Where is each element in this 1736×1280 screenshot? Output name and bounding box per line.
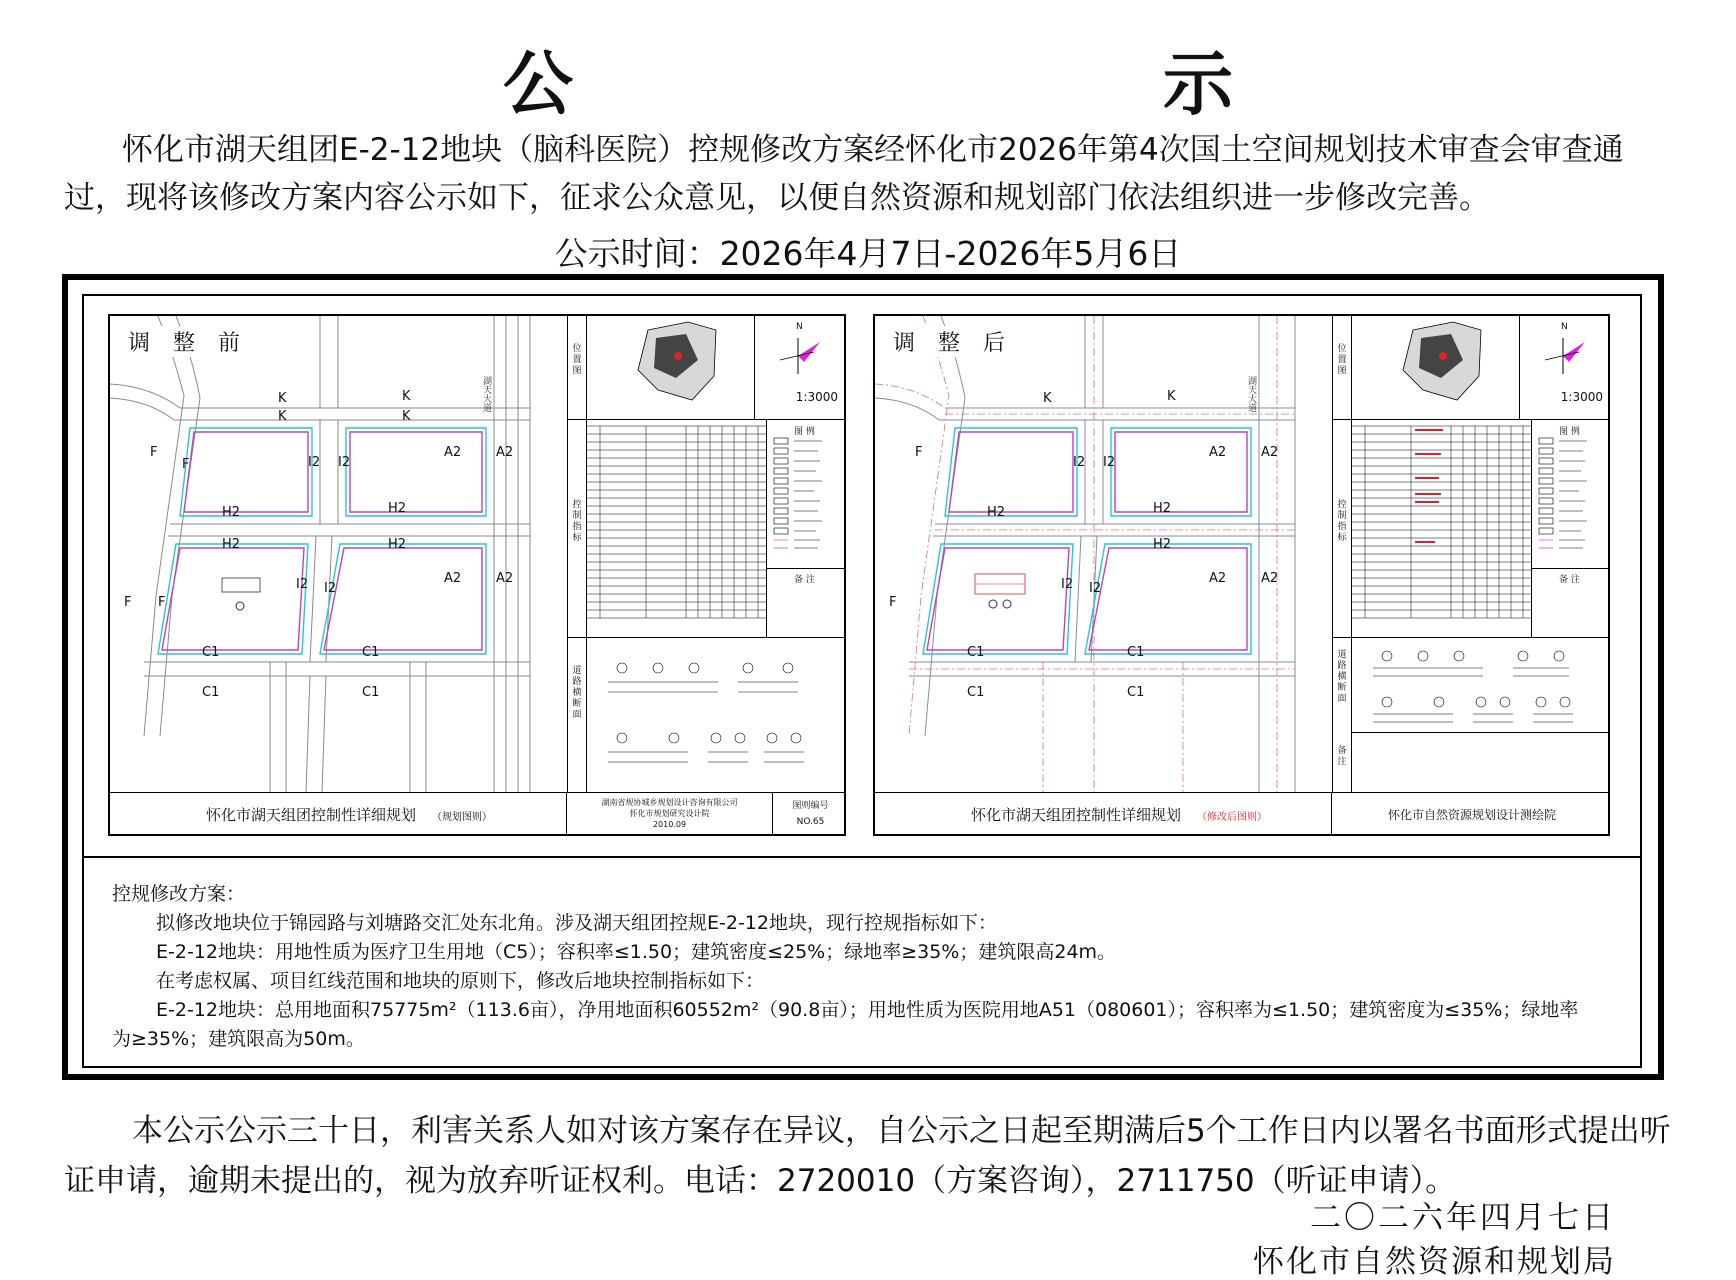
- map-label-a2: A2: [1261, 445, 1279, 460]
- indicator-table-grid: [1351, 420, 1531, 638]
- plan-sheet-before: [108, 314, 846, 836]
- map-label-h2: H2: [388, 537, 407, 552]
- map-label-k: K: [1167, 389, 1176, 404]
- map-label-c1: C1: [967, 685, 985, 700]
- map-label-c1: C1: [362, 685, 380, 700]
- panel-label-after: 调 整 后: [891, 326, 1015, 357]
- location-minimap: [1393, 320, 1483, 406]
- board-divider: [82, 856, 1642, 858]
- indicator-label: 控制指标: [572, 500, 582, 543]
- map-label-h2: H2: [222, 505, 241, 520]
- map-label-c1: C1: [1127, 645, 1145, 660]
- map-label-i2: I2: [338, 455, 351, 470]
- map-label-c1: C1: [967, 645, 985, 660]
- figure-no-label: 图则编号: [792, 801, 829, 811]
- map-label-k: K: [402, 389, 411, 404]
- location-section: [568, 316, 846, 420]
- plan-title-note: （修改后图则）: [1197, 812, 1268, 823]
- location-label: 位置图: [572, 344, 582, 376]
- map-label-a2: A2: [444, 571, 462, 586]
- map-label-f: F: [158, 595, 166, 610]
- map-label-f: F: [182, 457, 190, 472]
- map-label-a2: A2: [1209, 445, 1227, 460]
- plan-line: 在考虑权属、项目红线范围和地块的原则下，修改后地块控制指标如下：: [156, 970, 765, 992]
- figure-no: NO.65: [796, 817, 825, 827]
- map-label-c1: C1: [362, 645, 380, 660]
- plan-line: 拟修改地块位于锦园路与刘塘路交汇处东北角。涉及湖天组团控规E-2-12地块，现行控规指标如下：: [156, 912, 997, 934]
- road-section-section: [568, 638, 846, 792]
- remarks-label: 备注: [1337, 746, 1347, 767]
- indicator-table-section: [1333, 420, 1610, 638]
- map-label-i2: I2: [296, 577, 309, 592]
- map-label-h2: H2: [222, 537, 241, 552]
- plan-title: 怀化市湖天组团控制性详细规划: [206, 806, 417, 824]
- title-block-after: [875, 792, 1608, 836]
- map-label-k: K: [402, 409, 411, 424]
- title-block-org: 怀化市自然资源规划设计测绘院: [1387, 808, 1556, 822]
- location-section: [1333, 316, 1610, 420]
- org-line: 湖南省规协城乡规划设计咨询有限公司: [601, 798, 738, 807]
- legend-symbols: [1537, 436, 1609, 556]
- notice-paragraph: 本公示公示三十日，利害关系人如对该方案存在异议，自公示之日起至期满后5个工作日内以署名书面形式提出听证申请，逾期未提出的，视为放弃听证权利。电话：2720010（方案咨询），2711750（听证申请）。: [64, 1113, 1671, 1199]
- zoning-map-before: [110, 316, 567, 792]
- indicator-label: 控制指标: [1337, 500, 1347, 543]
- north-arrow-text: N: [796, 322, 803, 332]
- map-label-h2: H2: [987, 505, 1006, 520]
- notice-date: 二〇二六年四月七日: [1310, 1200, 1616, 1236]
- scale-text: 1:3000: [795, 390, 838, 404]
- north-arrow-icon: [1539, 334, 1589, 380]
- title-block-name: [875, 793, 1332, 836]
- road-section-label: 道路横断面: [572, 666, 582, 720]
- map-label-a2: A2: [444, 445, 462, 460]
- map-label-h2: H2: [388, 501, 407, 516]
- map-label-f: F: [889, 595, 897, 610]
- map-label-h2: H2: [1153, 501, 1172, 516]
- org-line: 怀化市规划研究设计院: [629, 809, 710, 818]
- sidebar-after: [1332, 316, 1610, 792]
- map-label-k: K: [1043, 391, 1052, 406]
- plan-line: E-2-12地块：总用地面积75775m²（113.6亩），净用地面积60552m²（90.8亩）；用地性质为医院用地A51（080601）；容积率为≤1.50；建筑密度为≤35%；绿地率: [156, 999, 1579, 1021]
- map-label-i2: I2: [308, 455, 321, 470]
- map-label-a2: A2: [1209, 571, 1227, 586]
- plan-line: 为≥35%；建筑限高为50m。: [112, 1028, 365, 1050]
- map-label-f: F: [124, 595, 132, 610]
- road-section-section: [1333, 638, 1610, 792]
- map-label-k: K: [278, 391, 287, 406]
- location-minimap: [628, 320, 718, 406]
- plan-title-note: （规划图则）: [432, 812, 493, 823]
- map-label-a2: A2: [1261, 571, 1279, 586]
- publicity-period: 公示时间：2026年4月7日-2026年5月6日: [554, 234, 1182, 273]
- map-label-k: K: [278, 409, 287, 424]
- intro-paragraph: 怀化市湖天组团E-2-12地块（脑科医院）控规修改方案经怀化市2026年第4次国土空间规划技术审查会审查通过，现将该修改方案内容公示如下，征求公众意见，以便自然资源和规划部门依法组织进一步修改完善。: [64, 132, 1624, 216]
- sidebar-before: [567, 316, 846, 792]
- org-line: 2010.09: [652, 820, 687, 829]
- road-cross-sections: [598, 652, 838, 782]
- road-section-label: 道路横断面: [1337, 650, 1347, 704]
- map-label-f: F: [150, 445, 158, 460]
- north-arrow-icon: [774, 334, 824, 380]
- title-block-name: [110, 793, 567, 836]
- indicator-table-grid: [586, 420, 766, 638]
- map-label-i2: I2: [1089, 581, 1102, 596]
- issuing-organization: 怀化市自然资源和规划局: [1253, 1244, 1616, 1280]
- map-label-a2: A2: [496, 445, 514, 460]
- legend-title: 图 例: [794, 427, 815, 437]
- remarks-title: 备 注: [794, 575, 815, 585]
- map-label-a2: A2: [496, 571, 514, 586]
- map-label-i2: I2: [324, 581, 337, 596]
- zoning-map-after: [875, 316, 1332, 792]
- road-name-vertical: 湖天大道: [481, 376, 491, 412]
- indicator-table-section: [568, 420, 846, 638]
- title-block-org: [567, 793, 773, 836]
- map-label-i2: I2: [1103, 455, 1116, 470]
- map-label-c1: C1: [202, 645, 220, 660]
- map-label-h2: H2: [1153, 537, 1172, 552]
- notice-title: 公 示: [503, 42, 1383, 125]
- map-label-i2: I2: [1073, 455, 1086, 470]
- map-label-c1: C1: [1127, 685, 1145, 700]
- legend-symbols: [772, 436, 844, 556]
- road-name-vertical: 湖天大道: [1246, 376, 1256, 412]
- plan-title: 怀化市湖天组团控制性详细规划: [971, 806, 1182, 824]
- road-cross-sections: [1363, 644, 1603, 730]
- title-block-number: [773, 793, 846, 836]
- scale-text: 1:3000: [1560, 390, 1603, 404]
- plan-sheet-after: [873, 314, 1610, 836]
- map-label-c1: C1: [202, 685, 220, 700]
- plan-heading: 控规修改方案：: [112, 883, 246, 905]
- plan-line: E-2-12地块：用地性质为医疗卫生用地（C5）；容积率≤1.50；建筑密度≤25%；绿地率≥35%；建筑限高24m。: [156, 941, 1117, 963]
- map-label-f: F: [915, 445, 923, 460]
- panel-label-before: 调 整 前: [126, 326, 250, 357]
- location-label: 位置图: [1337, 344, 1347, 376]
- amendment-plan: [112, 880, 1632, 1054]
- legend-title: 图 例: [1559, 427, 1580, 437]
- title-block-before: [110, 792, 844, 836]
- remarks-title: 备 注: [1559, 575, 1580, 585]
- north-arrow-text: N: [1561, 322, 1568, 332]
- map-label-i2: I2: [1061, 577, 1074, 592]
